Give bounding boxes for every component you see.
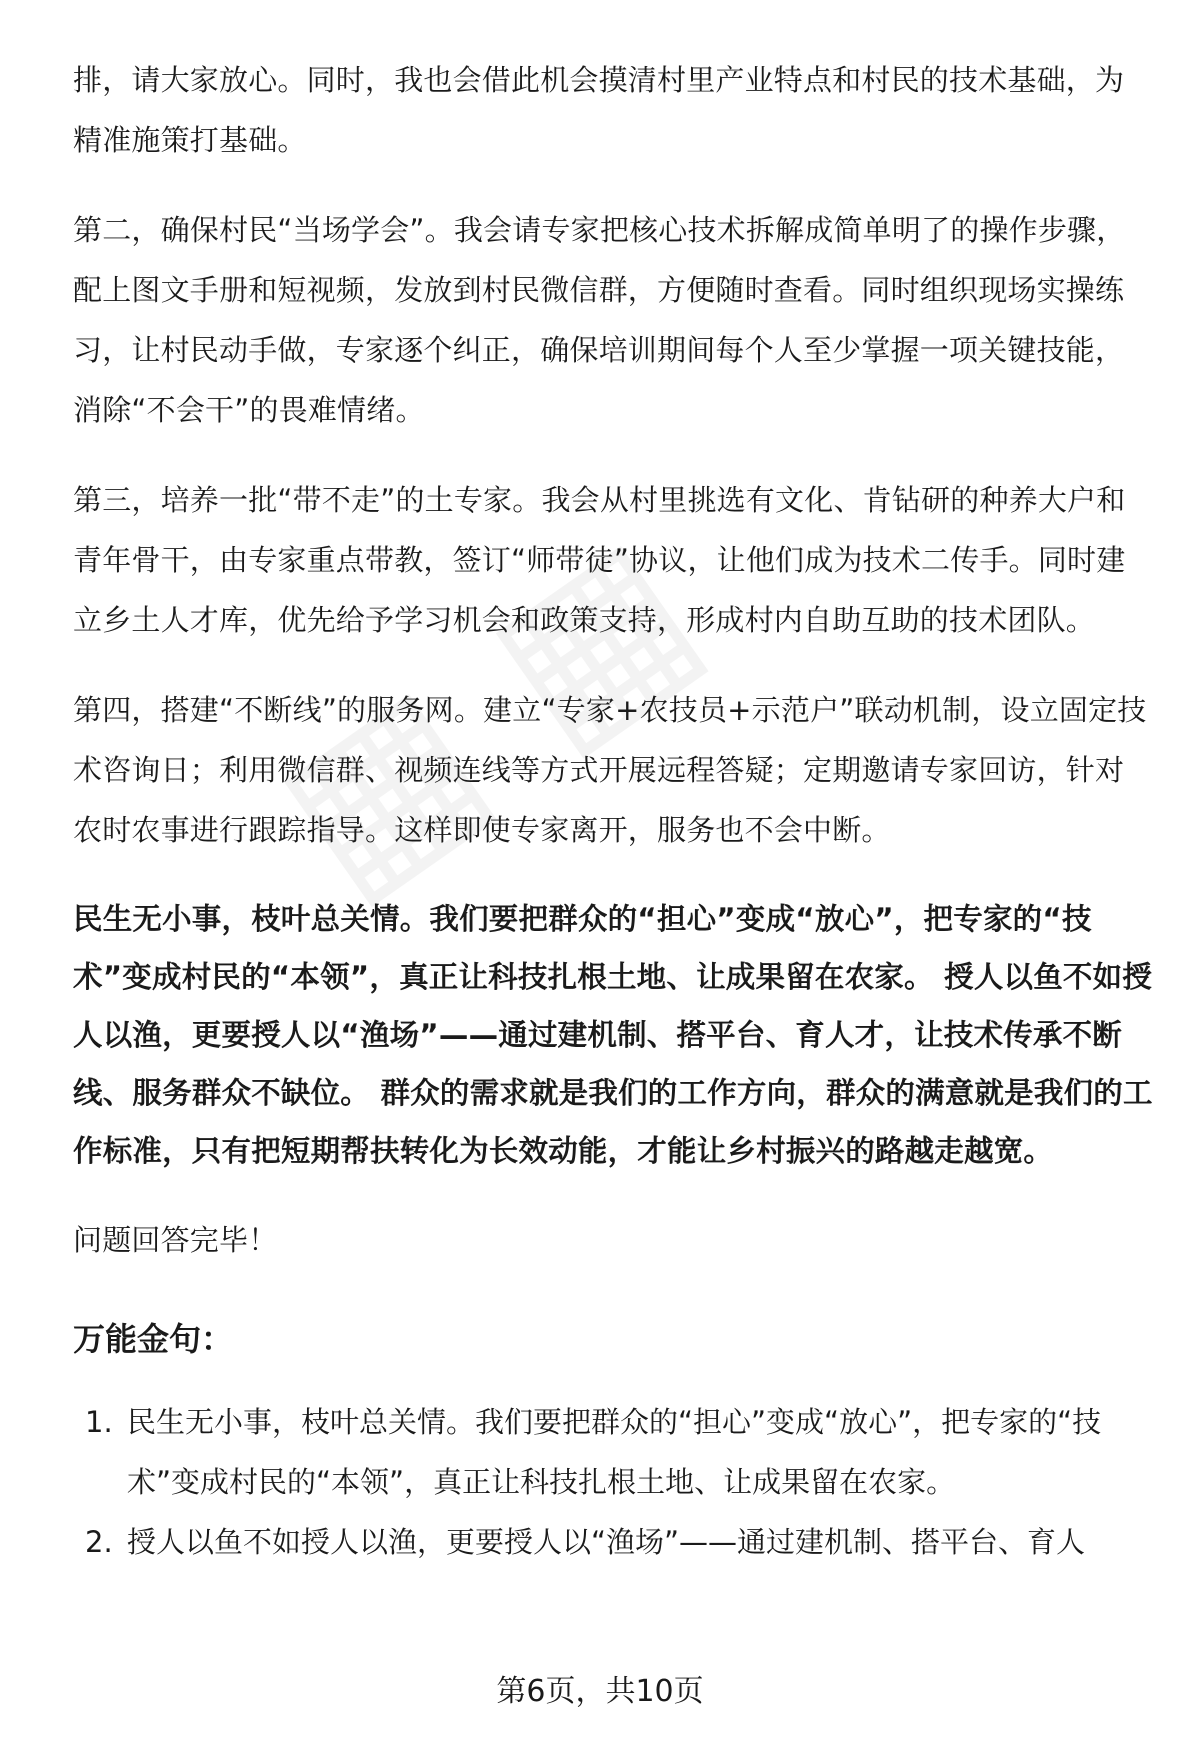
list-item-number: 2. bbox=[85, 1525, 113, 1559]
paragraph-second-point: 第二，确保村民“当场学会”。我会请专家把核心技术拆解成简单明了的操作步骤，配上图文手册和短视频，发放到村民微信群，方便随时查看。同时组织现场实操练习，让村民动手做，专家逐个纠正，确保培训期间每个人至少掌握一项关键技能，消除“不会干”的畏难情绪。 bbox=[73, 213, 1126, 427]
list-item bbox=[73, 1512, 1145, 1572]
paragraph-continuation: 排，请大家放心。同时，我也会借此机会摸清村里产业特点和村民的技术基础，为精准施策打基础。 bbox=[73, 63, 1125, 157]
page-number-footer: 第6页，共10页 bbox=[496, 1674, 704, 1709]
list-item-text: 授人以鱼不如授人以渔，更要授人以“渔场”——通过建机制、搭平台、育人 bbox=[127, 1525, 1086, 1559]
section-title: 万能金句： bbox=[73, 1320, 234, 1358]
paragraph-third-point: 第三，培养一批“带不走”的土专家。我会从村里挑选有文化、肯钻研的种养大户和青年骨干，由专家重点带教，签订“师带徒”协议，让他们成为技术二传手。同时建立乡土人才库，优先给予学习机会和政策支持，形成村内自助互助的技术团队。 bbox=[73, 483, 1126, 637]
list-item bbox=[73, 1392, 1145, 1512]
document-body bbox=[73, 50, 1153, 1572]
closing-line: 问题回答完毕！ bbox=[73, 1223, 278, 1257]
list-item-number: 1. bbox=[85, 1405, 113, 1439]
paragraph-fourth-point: 第四，搭建“不断线”的服务网。建立“专家+农技员+示范户”联动机制，设立固定技术咨询日；利用微信群、视频连线等方式开展远程答疑；定期邀请专家回访，针对农时农事进行跟踪指导。这样即使专家离开，服务也不会中断。 bbox=[73, 693, 1147, 847]
quote-list bbox=[73, 1392, 1153, 1572]
list-item-text: 民生无小事，枝叶总关情。我们要把群众的“担心”变成“放心”，把专家的“技术”变成村民的“本领”，真正让科技扎根土地、让成果留在农家。 bbox=[127, 1405, 1102, 1499]
summary-paragraph: 民生无小事，枝叶总关情。我们要把群众的“担心”变成“放心”，把专家的“技术”变成村民的“本领”，真正让科技扎根土地、让成果留在农家。 授人以鱼不如授人以渔，更要授人以“渔场”——通过建机制、搭平台、育人才，让技术传承不断线、服务群众不缺位。 群众的需求就是我们的工作方向，群众的满意就是我们的工作标准，只有把短期帮扶转化为长效动能，才能让乡村振兴的路越走越宽。 bbox=[73, 902, 1153, 1168]
